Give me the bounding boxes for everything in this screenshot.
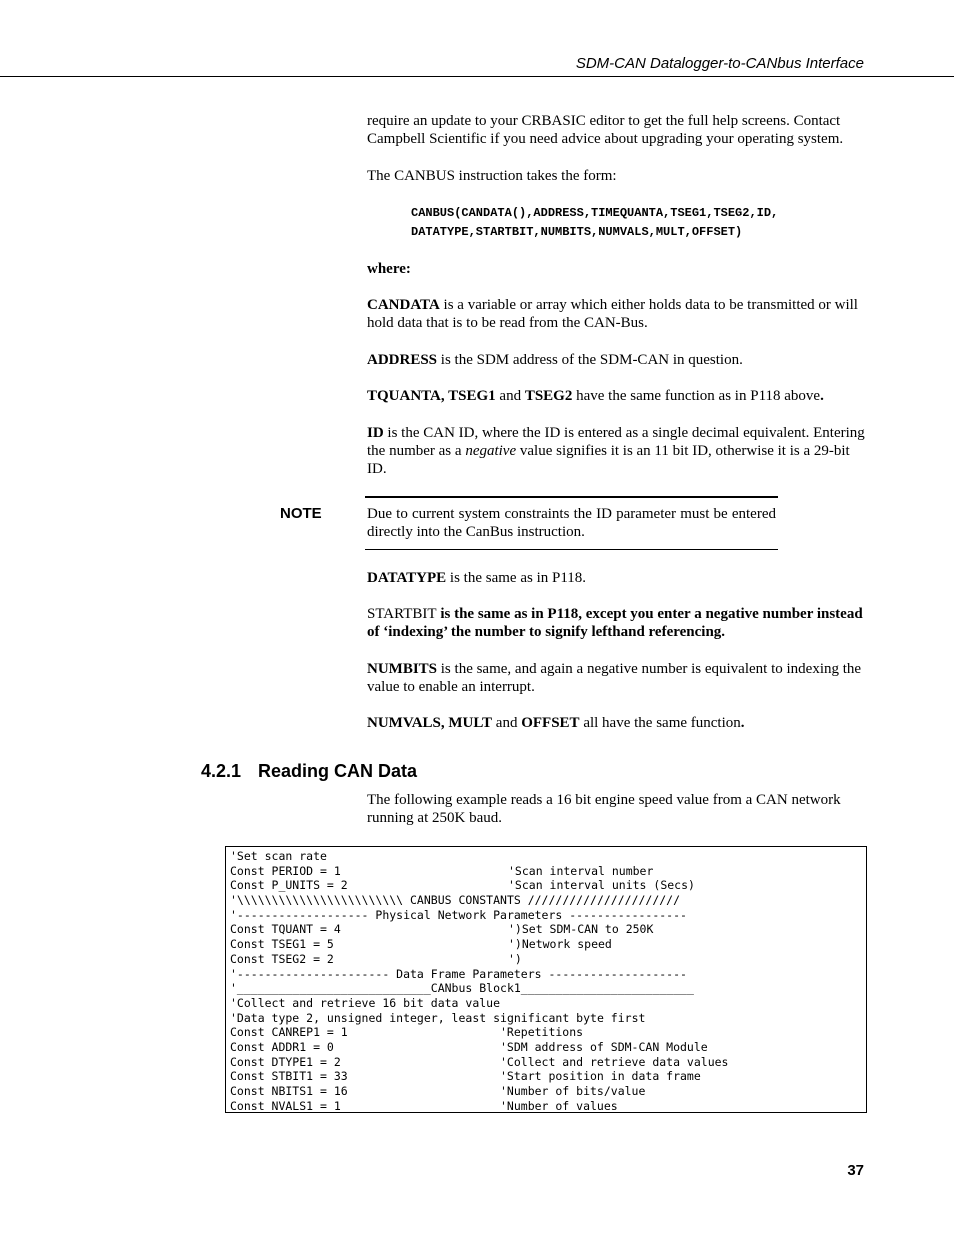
section-title: Reading CAN Data: [258, 761, 418, 781]
code-comment: 'Scan interval units (Secs): [508, 878, 695, 893]
code-line: [230, 922, 862, 937]
code-line: [230, 1011, 862, 1026]
datatype-desc: is the same as in P118.: [446, 570, 587, 586]
code-line: [230, 878, 862, 893]
note-text: Due to current system constraints the ID parameter must be entered directly into the CanBus instruction.: [367, 506, 776, 540]
update-paragraph: require an update to your CRBASIC editor to get the full help screens. Contact Campbell Scientific if you need advice about upgrading your operating system.: [367, 113, 844, 147]
section-intro: The following example reads a 16 bit engine speed value from a CAN network running at 250K baud.: [367, 792, 841, 826]
code-text: '---------------------- Data Frame Parameters --------------------: [230, 966, 687, 981]
startbit-desc: is the same as in P118, except you enter a negative number instead of ‘indexing’ the number to signify lefthand referencing.: [367, 606, 863, 640]
tquanta-and: and: [495, 388, 525, 404]
numvals-paragraph: [367, 714, 867, 732]
code-comment: 'Number of values: [500, 1098, 618, 1113]
tquanta-period: .: [820, 388, 824, 404]
code-line: [230, 1084, 862, 1099]
numbits-desc: is the same, and again a negative number is equivalent to indexing the value to enable an interrupt.: [367, 661, 862, 695]
address-term: ADDRESS: [367, 352, 438, 368]
numvals-period: .: [740, 715, 745, 731]
code-comment: 'Number of bits/value: [500, 1084, 646, 1098]
header-rule: [0, 76, 954, 77]
code-line: [230, 996, 862, 1011]
code-text: Const TSEG1 = 5: [230, 937, 334, 952]
code-comment: 'Start position in data frame: [500, 1069, 701, 1084]
note-label: NOTE: [280, 505, 322, 522]
code-line: [230, 1099, 862, 1114]
code-text: Const NBITS1 = 16: [230, 1084, 348, 1098]
code-text: Const P_UNITS = 2: [230, 878, 348, 893]
code-text: Const TSEG2 = 2: [230, 951, 334, 966]
numvals-term: NUMVALS, MULT: [367, 715, 493, 731]
code-line: [230, 849, 862, 864]
code-text: 'Set scan rate: [230, 849, 327, 863]
code-comment: ')Network speed: [508, 937, 612, 952]
code-comment: 'Collect and retrieve data values: [500, 1054, 729, 1069]
tquanta-paragraph: [367, 387, 867, 405]
code-text: Const NVALS1 = 1: [230, 1098, 341, 1113]
code-comment: ')Set SDM-CAN to 250K: [508, 922, 654, 937]
code-comment: '): [508, 951, 522, 966]
code-text: Const PERIOD = 1: [230, 863, 341, 878]
code-line: [230, 864, 862, 879]
code-line: [230, 1069, 862, 1084]
address-paragraph: [367, 351, 867, 369]
code-line: [230, 1055, 862, 1070]
address-desc: is the SDM address of the SDM-CAN in question.: [437, 352, 743, 368]
datatype-term: DATATYPE: [367, 570, 447, 586]
candata-paragraph: [367, 296, 867, 332]
id-negative: negative: [465, 443, 517, 459]
startbit-term: STARTBIT: [367, 606, 437, 622]
candata-desc: is a variable or array which either holds data to be transmitted or will hold data that is to be read from the CAN-Bus.: [367, 297, 858, 331]
code-line: [230, 1040, 862, 1055]
tquanta-desc: have the same function as in P118 above: [572, 388, 821, 404]
code-line: [230, 981, 862, 996]
section-number: 4.2.1: [201, 761, 242, 781]
code-comment: 'SDM address of SDM-CAN Module: [500, 1039, 708, 1054]
numvals-desc: all have the same function: [579, 715, 741, 731]
code-example-box: [225, 846, 867, 1113]
code-text: 'Data type 2, unsigned integer, least significant byte first: [230, 1010, 646, 1025]
code-line: [230, 908, 862, 923]
note-rule-bottom: [365, 549, 778, 550]
id-desc-2: value signifies it is an 11 bit ID, otherwise it is a 29-bit ID.: [367, 443, 850, 477]
tquanta-term: TQUANTA, TSEG1: [367, 388, 496, 404]
code-text: '------------------- Physical Network Parameters -----------------: [230, 907, 687, 922]
id-term: ID: [367, 425, 384, 441]
page-number: 37: [847, 1162, 864, 1179]
offset-term: OFFSET: [521, 715, 580, 731]
code-text: Const ADDR1 = 0: [230, 1039, 334, 1054]
code-text: 'Collect and retrieve 16 bit data value: [230, 995, 501, 1010]
form-paragraph: The CANBUS instruction takes the form:: [367, 168, 617, 184]
canbus-syntax-line-2: DATATYPE,STARTBIT,NUMBITS,NUMVALS,MULT,OFFSET): [411, 225, 743, 239]
canbus-syntax-line-1: CANBUS(CANDATA(),ADDRESS,TIMEQUANTA,TSEG1,TSEG2,ID,: [411, 206, 779, 220]
code-text: Const CANREP1 = 1: [230, 1025, 348, 1040]
code-line: [230, 967, 862, 982]
code-text: Const STBIT1 = 33: [230, 1069, 348, 1084]
code-line: [230, 952, 862, 967]
numbits-paragraph: [367, 660, 867, 696]
datatype-paragraph: [367, 569, 867, 587]
id-desc-1: is the CAN ID, where the ID is entered as a single decimal equivalent. Entering the number as a: [367, 425, 865, 459]
code-text: Const TQUANT = 4: [230, 922, 341, 937]
candata-term: CANDATA: [367, 297, 440, 313]
tseg2-term: TSEG2: [524, 388, 573, 404]
running-header: SDM-CAN Datalogger-to-CANbus Interface: [575, 55, 864, 72]
section-heading: [201, 761, 417, 782]
code-comment: 'Scan interval number: [508, 863, 654, 878]
id-paragraph: [367, 424, 867, 478]
startbit-paragraph: [367, 605, 867, 641]
code-line: [230, 1025, 862, 1040]
code-text: '____________________________CANbus Block1_________________________: [230, 981, 694, 996]
note-rule-top: [365, 496, 778, 498]
where-label: where:: [367, 261, 411, 277]
code-comment: 'Repetitions: [500, 1025, 584, 1040]
code-text: '\\\\\\\\\\\\\\\\\\\\\\\\ CANBUS CONSTANTS //////////////////////: [230, 893, 681, 908]
code-line: [230, 937, 862, 952]
numbits-term: NUMBITS: [367, 661, 438, 677]
code-text: Const DTYPE1 = 2: [230, 1054, 341, 1069]
numvals-and: and: [492, 715, 522, 731]
code-line: [230, 893, 862, 908]
